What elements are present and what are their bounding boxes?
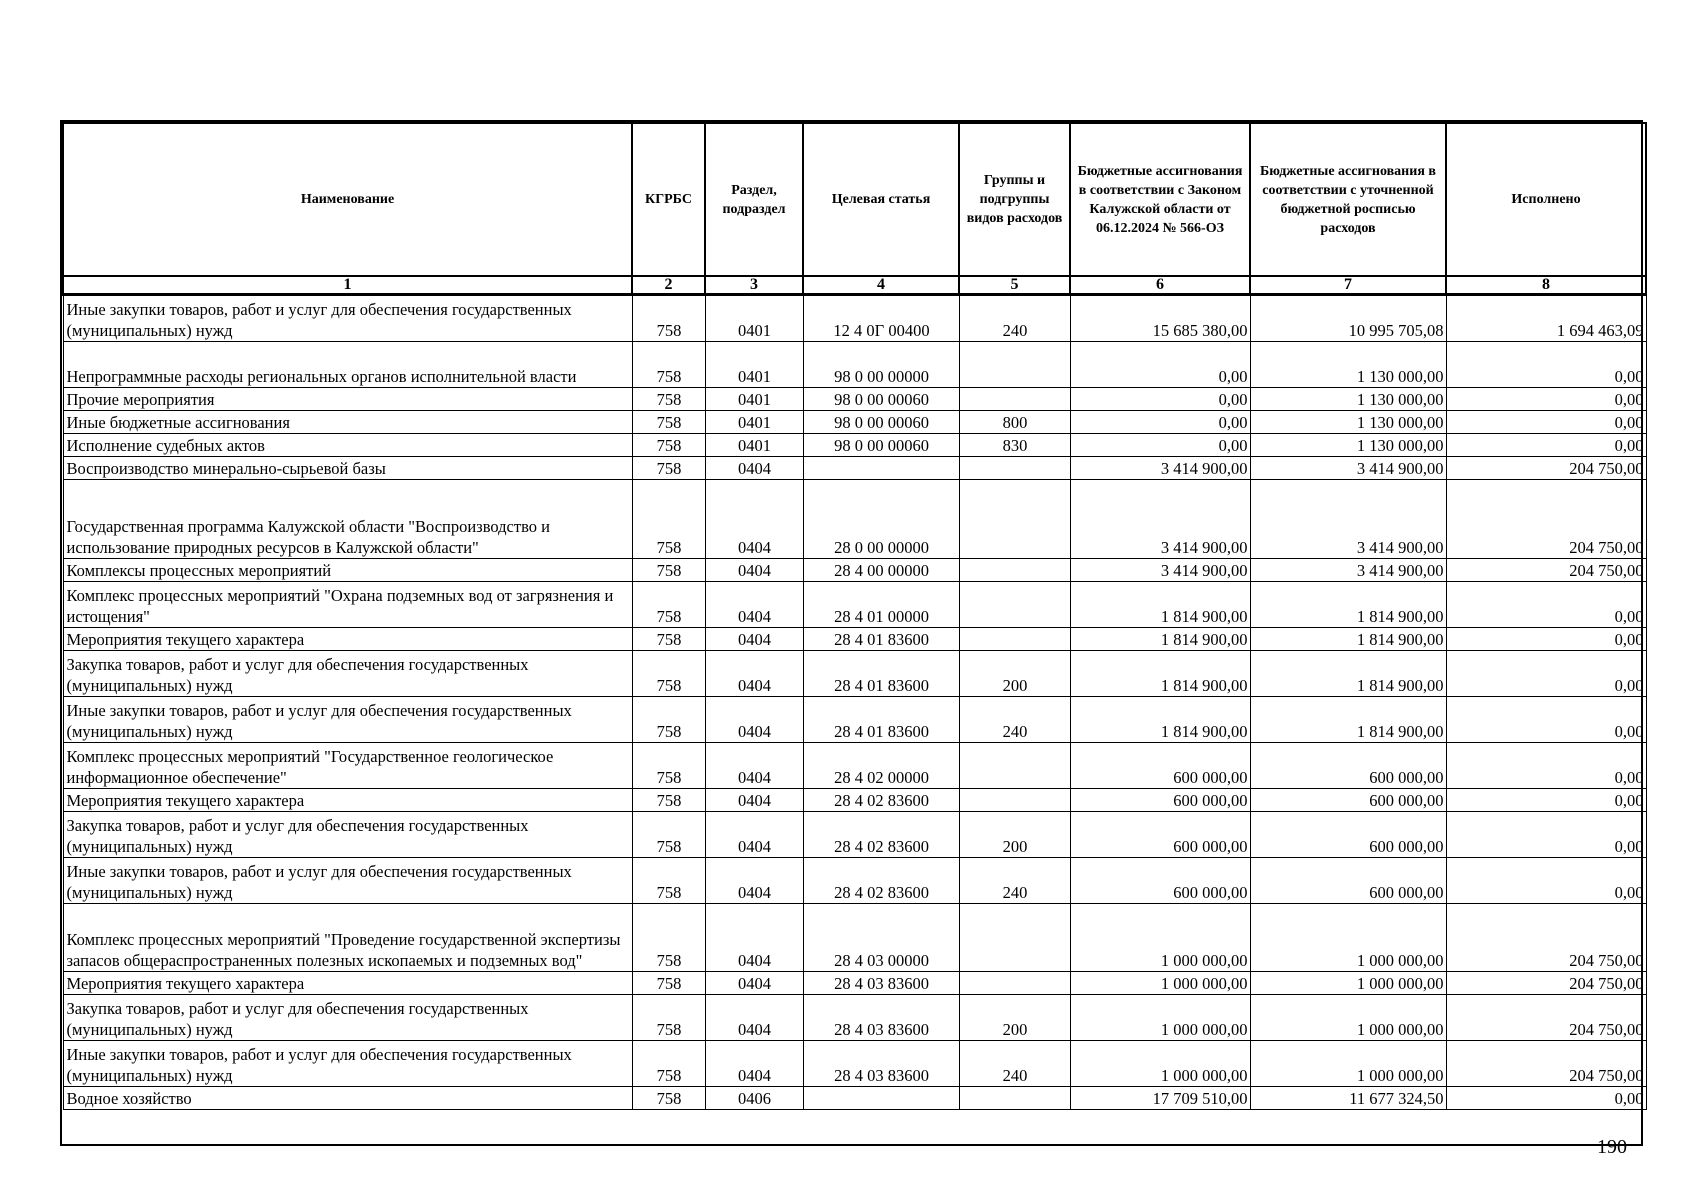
row-kgrbs: 758 (632, 904, 705, 972)
row-section: 0401 (705, 295, 803, 342)
row-section: 0404 (705, 582, 803, 628)
row-target-article: 28 4 02 83600 (803, 812, 959, 858)
row-target-article: 28 4 02 00000 (803, 743, 959, 789)
row-law-amount: 1 000 000,00 (1070, 904, 1250, 972)
header-expense-groups: Группы и подгруппы видов расходов (959, 123, 1070, 276)
row-kgrbs: 758 (632, 858, 705, 904)
row-law-amount: 1 814 900,00 (1070, 697, 1250, 743)
row-executed-amount: 204 750,00 (1446, 972, 1646, 995)
row-kgrbs: 758 (632, 972, 705, 995)
row-schedule-amount: 1 000 000,00 (1250, 995, 1446, 1041)
table-header-row (63, 123, 1646, 276)
column-number: 7 (1250, 276, 1446, 295)
header-schedule-allocations: Бюджетные ассигнования в соответствии с уточненной бюджетной росписью расходов (1250, 123, 1446, 276)
row-law-amount: 600 000,00 (1070, 743, 1250, 789)
row-schedule-amount: 11 677 324,50 (1250, 1087, 1446, 1110)
row-name: Исполнение судебных актов (63, 434, 632, 457)
row-law-amount: 1 814 900,00 (1070, 628, 1250, 651)
row-law-amount: 600 000,00 (1070, 858, 1250, 904)
header-law-allocations: Бюджетные ассигнования в соответствии с Законом Калужской области от 06.12.2024 № 566-ОЗ (1070, 123, 1250, 276)
table-row (63, 434, 1646, 457)
row-kgrbs: 758 (632, 812, 705, 858)
row-section: 0404 (705, 972, 803, 995)
row-expense-type: 240 (959, 295, 1070, 342)
row-schedule-amount: 600 000,00 (1250, 812, 1446, 858)
column-number: 5 (959, 276, 1070, 295)
row-expense-type (959, 582, 1070, 628)
table-row (63, 972, 1646, 995)
row-expense-type: 200 (959, 651, 1070, 697)
row-name: Водное хозяйство (63, 1087, 632, 1110)
row-executed-amount: 0,00 (1446, 651, 1646, 697)
row-target-article: 98 0 00 00060 (803, 411, 959, 434)
table-row (63, 342, 1646, 388)
row-section: 0404 (705, 651, 803, 697)
row-expense-type: 200 (959, 995, 1070, 1041)
table-row (63, 388, 1646, 411)
row-kgrbs: 758 (632, 628, 705, 651)
column-number-row (63, 276, 1646, 295)
row-kgrbs: 758 (632, 789, 705, 812)
row-section: 0404 (705, 1041, 803, 1087)
row-section: 0404 (705, 904, 803, 972)
row-kgrbs: 758 (632, 411, 705, 434)
table-row (63, 628, 1646, 651)
table-row (63, 789, 1646, 812)
row-schedule-amount: 3 414 900,00 (1250, 457, 1446, 480)
row-name: Воспроизводство минерально-сырьевой базы (63, 457, 632, 480)
row-law-amount: 1 000 000,00 (1070, 972, 1250, 995)
row-executed-amount: 0,00 (1446, 582, 1646, 628)
row-target-article: 98 0 00 00060 (803, 388, 959, 411)
page-number: 190 (1597, 1136, 1627, 1158)
row-expense-type: 240 (959, 1041, 1070, 1087)
row-kgrbs: 758 (632, 1041, 705, 1087)
budget-table (62, 122, 1647, 1110)
row-law-amount: 600 000,00 (1070, 812, 1250, 858)
row-expense-type (959, 342, 1070, 388)
row-name: Мероприятия текущего характера (63, 972, 632, 995)
row-target-article: 28 4 02 83600 (803, 789, 959, 812)
row-kgrbs: 758 (632, 1087, 705, 1110)
table-row (63, 1041, 1646, 1087)
row-executed-amount: 0,00 (1446, 789, 1646, 812)
row-name: Иные закупки товаров, работ и услуг для обеспечения государственных (муниципальных) нужд (63, 1041, 632, 1087)
row-target-article: 28 4 03 00000 (803, 904, 959, 972)
row-schedule-amount: 3 414 900,00 (1250, 480, 1446, 559)
row-expense-type: 830 (959, 434, 1070, 457)
row-expense-type (959, 480, 1070, 559)
row-section: 0401 (705, 388, 803, 411)
row-section: 0404 (705, 743, 803, 789)
row-expense-type: 240 (959, 858, 1070, 904)
header-section: Раздел, подраздел (705, 123, 803, 276)
row-name: Комплекс процессных мероприятий "Государственное геологическое информационное обеспечение" (63, 743, 632, 789)
row-target-article: 28 4 03 83600 (803, 995, 959, 1041)
row-schedule-amount: 600 000,00 (1250, 789, 1446, 812)
row-schedule-amount: 1 000 000,00 (1250, 904, 1446, 972)
row-expense-type (959, 388, 1070, 411)
row-kgrbs: 758 (632, 995, 705, 1041)
row-section: 0404 (705, 628, 803, 651)
table-row (63, 995, 1646, 1041)
row-target-article: 98 0 00 00000 (803, 342, 959, 388)
row-target-article: 28 4 01 83600 (803, 628, 959, 651)
row-name: Комплексы процессных мероприятий (63, 559, 632, 582)
row-schedule-amount: 3 414 900,00 (1250, 559, 1446, 582)
row-expense-type: 240 (959, 697, 1070, 743)
table-row (63, 582, 1646, 628)
row-schedule-amount: 1 814 900,00 (1250, 628, 1446, 651)
row-expense-type (959, 1087, 1070, 1110)
row-name: Закупка товаров, работ и услуг для обеспечения государственных (муниципальных) нужд (63, 995, 632, 1041)
row-schedule-amount: 1 130 000,00 (1250, 388, 1446, 411)
row-expense-type: 800 (959, 411, 1070, 434)
row-schedule-amount: 1 130 000,00 (1250, 342, 1446, 388)
row-schedule-amount: 600 000,00 (1250, 743, 1446, 789)
row-section: 0404 (705, 858, 803, 904)
row-section: 0401 (705, 342, 803, 388)
header-name: Наименование (63, 123, 632, 276)
row-target-article: 28 4 00 00000 (803, 559, 959, 582)
row-law-amount: 15 685 380,00 (1070, 295, 1250, 342)
row-schedule-amount: 1 814 900,00 (1250, 582, 1446, 628)
row-executed-amount: 204 750,00 (1446, 1041, 1646, 1087)
row-executed-amount: 204 750,00 (1446, 480, 1646, 559)
row-law-amount: 1 814 900,00 (1070, 651, 1250, 697)
row-executed-amount: 0,00 (1446, 342, 1646, 388)
header-kgrbs: КГРБС (632, 123, 705, 276)
row-name: Иные закупки товаров, работ и услуг для обеспечения государственных (муниципальных) нужд (63, 697, 632, 743)
row-executed-amount: 204 750,00 (1446, 457, 1646, 480)
row-name: Закупка товаров, работ и услуг для обеспечения государственных (муниципальных) нужд (63, 651, 632, 697)
row-executed-amount: 204 750,00 (1446, 559, 1646, 582)
row-schedule-amount: 1 814 900,00 (1250, 697, 1446, 743)
row-expense-type (959, 743, 1070, 789)
row-name: Комплекс процессных мероприятий "Проведение государственной экспертизы запасов общераспространенных полезных ископаемых и подземных вод" (63, 904, 632, 972)
row-schedule-amount: 600 000,00 (1250, 858, 1446, 904)
row-schedule-amount: 1 000 000,00 (1250, 1041, 1446, 1087)
column-number: 3 (705, 276, 803, 295)
row-executed-amount: 0,00 (1446, 628, 1646, 651)
table-body (63, 295, 1646, 1110)
row-kgrbs: 758 (632, 295, 705, 342)
table-row (63, 1087, 1646, 1110)
row-executed-amount: 204 750,00 (1446, 995, 1646, 1041)
row-name: Государственная программа Калужской области "Воспроизводство и использование природных ресурсов в Калужской области" (63, 480, 632, 559)
table-row (63, 480, 1646, 559)
row-name: Иные закупки товаров, работ и услуг для обеспечения государственных (муниципальных) нужд (63, 295, 632, 342)
row-kgrbs: 758 (632, 342, 705, 388)
row-law-amount: 1 000 000,00 (1070, 1041, 1250, 1087)
column-number: 1 (63, 276, 632, 295)
column-number: 8 (1446, 276, 1646, 295)
row-name: Закупка товаров, работ и услуг для обеспечения государственных (муниципальных) нужд (63, 812, 632, 858)
budget-table-frame (60, 120, 1643, 1146)
row-target-article: 28 4 01 83600 (803, 651, 959, 697)
table-row (63, 651, 1646, 697)
row-section: 0404 (705, 789, 803, 812)
row-schedule-amount: 1 000 000,00 (1250, 972, 1446, 995)
row-executed-amount: 204 750,00 (1446, 904, 1646, 972)
table-row (63, 904, 1646, 972)
row-kgrbs: 758 (632, 582, 705, 628)
row-schedule-amount: 10 995 705,08 (1250, 295, 1446, 342)
table-row (63, 812, 1646, 858)
row-law-amount: 1 000 000,00 (1070, 995, 1250, 1041)
row-kgrbs: 758 (632, 480, 705, 559)
row-law-amount: 0,00 (1070, 388, 1250, 411)
row-section: 0404 (705, 480, 803, 559)
row-section: 0404 (705, 812, 803, 858)
row-executed-amount: 0,00 (1446, 812, 1646, 858)
column-number: 2 (632, 276, 705, 295)
table-row (63, 411, 1646, 434)
row-executed-amount: 0,00 (1446, 743, 1646, 789)
row-target-article: 28 4 01 00000 (803, 582, 959, 628)
column-number: 4 (803, 276, 959, 295)
row-executed-amount: 0,00 (1446, 1087, 1646, 1110)
row-target-article (803, 457, 959, 480)
row-law-amount: 600 000,00 (1070, 789, 1250, 812)
row-law-amount: 1 814 900,00 (1070, 582, 1250, 628)
row-name: Мероприятия текущего характера (63, 789, 632, 812)
row-target-article: 28 4 02 83600 (803, 858, 959, 904)
row-law-amount: 3 414 900,00 (1070, 480, 1250, 559)
row-executed-amount: 0,00 (1446, 388, 1646, 411)
row-kgrbs: 758 (632, 388, 705, 411)
row-kgrbs: 758 (632, 743, 705, 789)
row-target-article: 28 4 03 83600 (803, 1041, 959, 1087)
row-law-amount: 3 414 900,00 (1070, 559, 1250, 582)
row-kgrbs: 758 (632, 559, 705, 582)
row-executed-amount: 0,00 (1446, 434, 1646, 457)
row-expense-type (959, 789, 1070, 812)
row-kgrbs: 758 (632, 651, 705, 697)
row-executed-amount: 0,00 (1446, 858, 1646, 904)
row-expense-type (959, 904, 1070, 972)
header-executed: Исполнено (1446, 123, 1646, 276)
row-name: Иные закупки товаров, работ и услуг для обеспечения государственных (муниципальных) нужд (63, 858, 632, 904)
row-target-article (803, 1087, 959, 1110)
row-target-article: 98 0 00 00060 (803, 434, 959, 457)
table-row (63, 743, 1646, 789)
row-section: 0404 (705, 457, 803, 480)
row-law-amount: 0,00 (1070, 434, 1250, 457)
row-law-amount: 0,00 (1070, 342, 1250, 388)
row-name: Мероприятия текущего характера (63, 628, 632, 651)
row-executed-amount: 0,00 (1446, 697, 1646, 743)
row-schedule-amount: 1 814 900,00 (1250, 651, 1446, 697)
row-section: 0404 (705, 559, 803, 582)
row-executed-amount: 1 694 463,09 (1446, 295, 1646, 342)
row-target-article: 12 4 0Г 00400 (803, 295, 959, 342)
row-expense-type (959, 559, 1070, 582)
row-name: Непрограммные расходы региональных органов исполнительной власти (63, 342, 632, 388)
row-section: 0401 (705, 434, 803, 457)
row-target-article: 28 4 01 83600 (803, 697, 959, 743)
row-law-amount: 3 414 900,00 (1070, 457, 1250, 480)
row-kgrbs: 758 (632, 457, 705, 480)
row-executed-amount: 0,00 (1446, 411, 1646, 434)
row-law-amount: 0,00 (1070, 411, 1250, 434)
row-schedule-amount: 1 130 000,00 (1250, 434, 1446, 457)
row-expense-type (959, 628, 1070, 651)
row-section: 0404 (705, 697, 803, 743)
row-section: 0406 (705, 1087, 803, 1110)
table-row (63, 559, 1646, 582)
row-target-article: 28 4 03 83600 (803, 972, 959, 995)
table-row (63, 457, 1646, 480)
row-section: 0401 (705, 411, 803, 434)
header-target-article: Целевая статья (803, 123, 959, 276)
row-schedule-amount: 1 130 000,00 (1250, 411, 1446, 434)
row-expense-type: 200 (959, 812, 1070, 858)
row-name: Иные бюджетные ассигнования (63, 411, 632, 434)
row-name: Комплекс процессных мероприятий "Охрана подземных вод от загрязнения и истощения" (63, 582, 632, 628)
row-expense-type (959, 457, 1070, 480)
row-kgrbs: 758 (632, 697, 705, 743)
row-name: Прочие мероприятия (63, 388, 632, 411)
column-number: 6 (1070, 276, 1250, 295)
table-row (63, 697, 1646, 743)
table-row (63, 858, 1646, 904)
row-kgrbs: 758 (632, 434, 705, 457)
row-expense-type (959, 972, 1070, 995)
table-row (63, 295, 1646, 342)
row-section: 0404 (705, 995, 803, 1041)
row-law-amount: 17 709 510,00 (1070, 1087, 1250, 1110)
row-target-article: 28 0 00 00000 (803, 480, 959, 559)
